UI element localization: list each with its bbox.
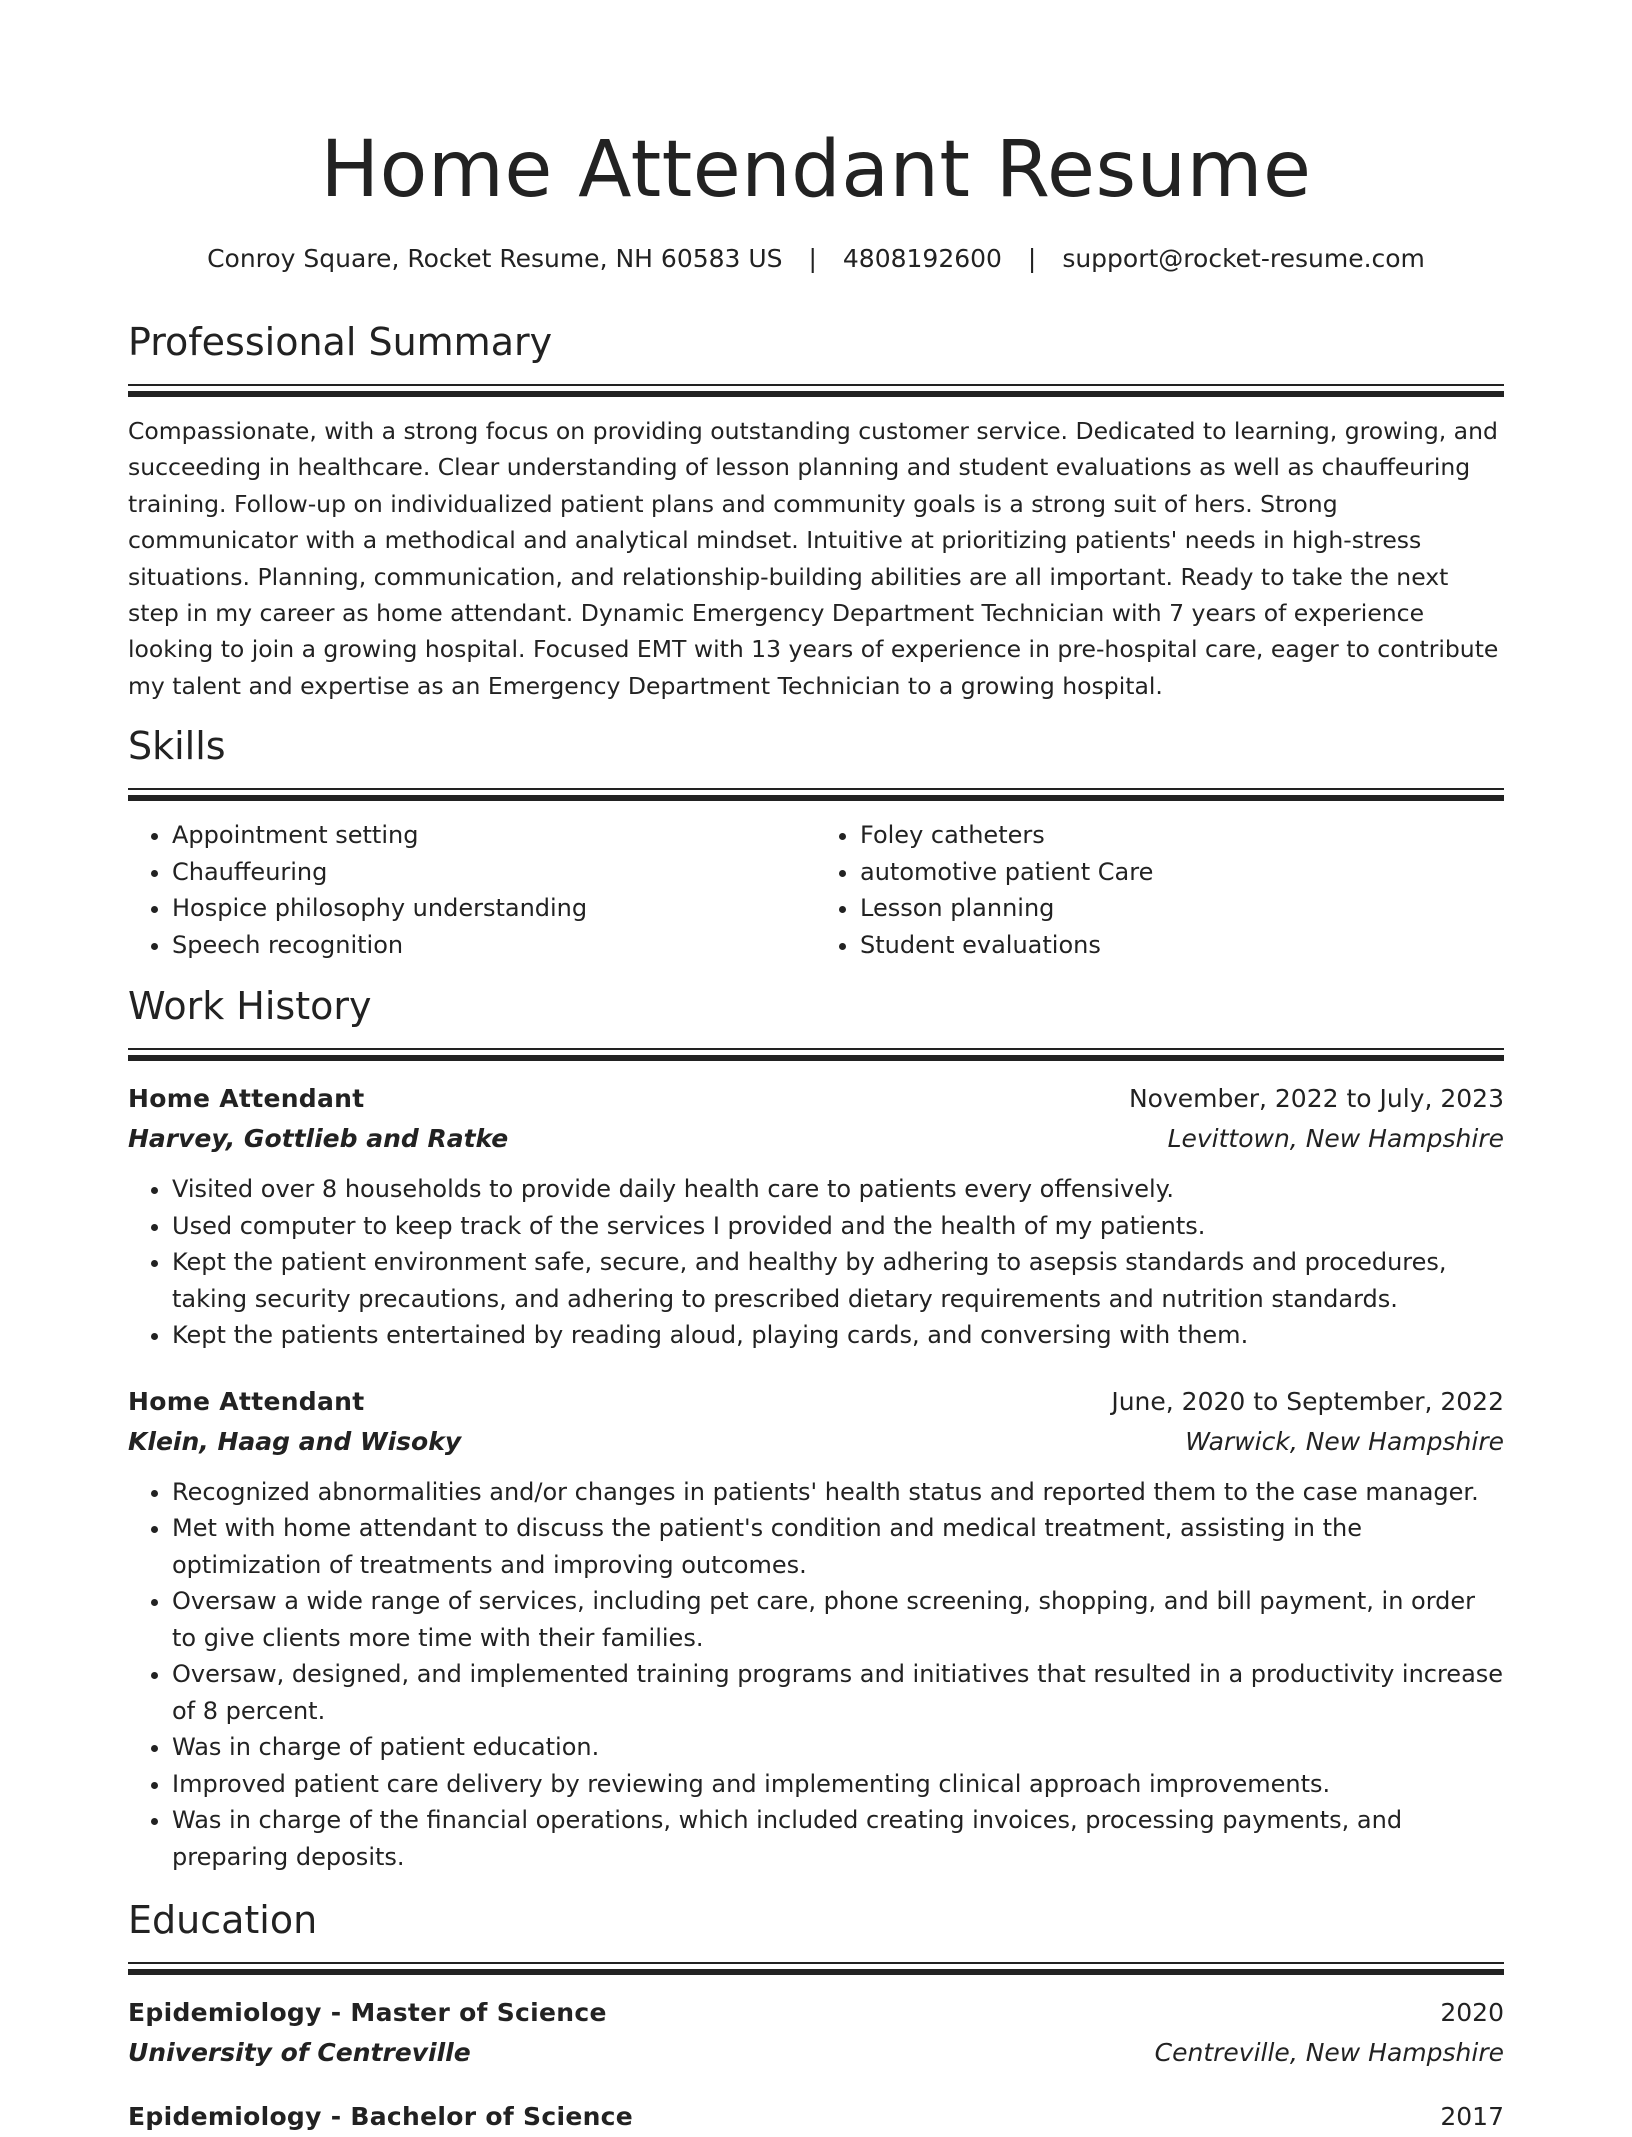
job-bullet: • Improved patient care delivery by reviewing and implementing clinical approach improvements. — [172, 1766, 1504, 1803]
skills-heading: Skills — [128, 724, 226, 768]
education-section — [128, 1896, 1504, 2137]
summary-heading: Professional Summary — [128, 320, 553, 364]
skill-item: • Lesson planning — [860, 890, 1504, 927]
job-bullet: • Kept the patient environment safe, secure, and healthy by adhering to asepsis standards and procedures, taking security precautions, and adhering to prescribed dietary requirements and nutrition standards. — [172, 1244, 1504, 1317]
job-bullets — [128, 1171, 1504, 1354]
section-divider — [128, 1962, 1504, 1975]
job-entry — [128, 1382, 1504, 1876]
education-heading: Education — [128, 1898, 318, 1942]
education-school: University of Centreville — [128, 2038, 471, 2067]
job-bullet: • Met with home attendant to discuss the patient's condition and medical treatment, assisting in the optimization of treatments and improving outcomes. — [172, 1510, 1504, 1583]
job-bullet: • Visited over 8 households to provide daily health care to patients every offensively. — [172, 1171, 1504, 1208]
skill-item: • Speech recognition — [172, 927, 816, 964]
skill-item: • Student evaluations — [860, 927, 1504, 964]
job-header — [128, 1079, 1504, 1119]
job-company: Harvey, Gottlieb and Ratke — [128, 1124, 509, 1153]
job-title: Home Attendant — [128, 1084, 365, 1113]
contact-separator: | — [808, 244, 817, 273]
education-degree: Epidemiology - Bachelor of Science — [128, 2102, 634, 2131]
job-dates: June, 2020 to September, 2022 — [1111, 1386, 1504, 1416]
skills-section — [128, 722, 1504, 963]
education-year: 2020 — [1440, 1998, 1504, 2027]
job-bullet: • Recognized abnormalities and/or changes in patients' health status and reported them to the case manager. — [172, 1474, 1504, 1511]
skill-item: • automotive patient Care — [860, 854, 1504, 891]
job-dates: November, 2022 to July, 2023 — [1128, 1084, 1504, 1113]
contact-email: support@rocket-resume.com — [1062, 244, 1425, 273]
skill-item: • Foley catheters — [860, 817, 1504, 854]
section-divider — [128, 1048, 1504, 1061]
skills-grid — [128, 817, 1504, 963]
skills-list-right — [816, 817, 1504, 963]
job-location: Warwick, New Hampshire — [1185, 1426, 1504, 1456]
education-header — [128, 2097, 1504, 2137]
job-title: Home Attendant — [128, 1386, 365, 1416]
education-subheader — [128, 2033, 1504, 2073]
job-bullet: • Used computer to keep track of the services I provided and the health of my patients. — [172, 1208, 1504, 1245]
work-heading: Work History — [128, 984, 372, 1028]
education-entry — [128, 2097, 1504, 2137]
education-entry — [128, 1993, 1504, 2073]
job-location: Levittown, New Hampshire — [1167, 1124, 1504, 1153]
job-bullet: • Oversaw a wide range of services, including pet care, phone screening, shopping, and bill payment, in order to give clients more time with their families. — [172, 1583, 1504, 1656]
contact-separator: | — [1027, 244, 1037, 273]
job-bullet: • Oversaw, designed, and implemented training programs and initiatives that resulted in a productivity increase of 8 percent. — [172, 1656, 1504, 1729]
job-bullet: • Kept the patients entertained by reading aloud, playing cards, and conversing with them. — [172, 1317, 1504, 1354]
contact-phone: 4808192600 — [842, 244, 1002, 273]
contact-address: Conroy Square, Rocket Resume, NH 60583 US — [207, 244, 783, 273]
section-divider — [128, 384, 1504, 397]
resume-title: Home Attendant Resume — [320, 125, 1312, 215]
summary-section — [128, 318, 1504, 704]
contact-line — [128, 242, 1504, 276]
job-header — [128, 1382, 1504, 1422]
skill-item: • Appointment setting — [172, 817, 816, 854]
skill-item: • Chauffeuring — [172, 854, 816, 891]
job-bullets — [128, 1474, 1504, 1876]
education-degree: Epidemiology - Master of Science — [128, 1998, 607, 2027]
skills-list-left — [128, 817, 816, 963]
job-subheader — [128, 1119, 1504, 1159]
skill-item: • Hospice philosophy understanding — [172, 890, 816, 927]
job-company: Klein, Haag and Wisoky — [128, 1426, 462, 1456]
job-bullet: • Was in charge of the financial operations, which included creating invoices, processing payments, and preparing deposits. — [172, 1802, 1504, 1875]
work-section — [128, 982, 1504, 1875]
summary-text: Compassionate, with a strong focus on providing outstanding customer service. Dedicated to learning, growing, and succeeding in healthcare. Clear understanding of lesson planning and student evaluations as well as chauffeuring training. Follow-up on individualized patient plans and community goals is a strong suit of hers. Strong communicator with a methodical and analytical mindset. Intuitive at prioritizing patients' needs in high-stress situations. Planning, communication, and relationship-building abilities are all important. Ready to take the next step in my career as home attendant. Dynamic Emergency Department Technician with 7 years of experience looking to join a growing hospital. Focused EMT with 13 years of experience in pre-hospital care, eager to contribute my talent and expertise as an Emergency Department Technician to a growing hospital. — [128, 417, 1499, 700]
education-year: 2017 — [1440, 2102, 1504, 2131]
education-location: Centreville, New Hampshire — [1154, 2038, 1504, 2067]
job-entry — [128, 1079, 1504, 1354]
section-divider — [128, 788, 1504, 801]
education-header — [128, 1993, 1504, 2033]
job-subheader — [128, 1422, 1504, 1462]
job-bullet: • Was in charge of patient education. — [172, 1729, 1504, 1766]
